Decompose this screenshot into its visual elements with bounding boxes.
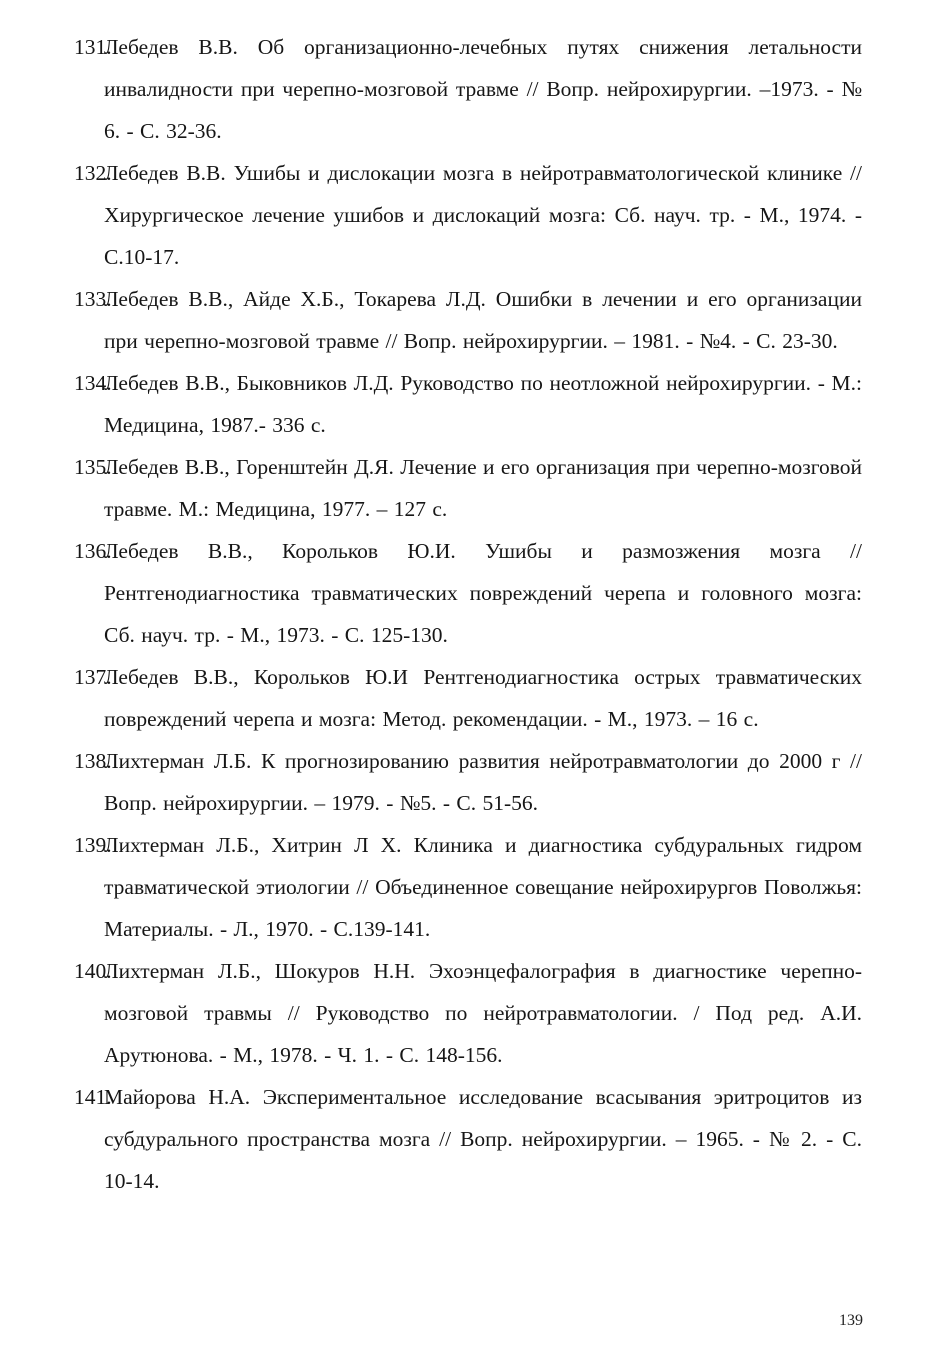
reference-text: Лебедев В.В., Айде Х.Б., Токарева Л.Д. Ошибки в лечении и его организации при черепно-мозговой травме // Вопр. нейрохирургии. – 1981. - №4. - С. 23-30. xyxy=(104,287,862,353)
reference-text: Лебедев В.В., Быковников Л.Д. Руководство по неотложной нейрохирургии. - М.: Медицина, 1987.- 336 с. xyxy=(104,371,862,437)
reference-text: Лихтерман Л.Б. К прогнозированию развития нейротравматологии до 2000 г // Вопр. нейрохирургии. – 1979. - №5. - С. 51-56. xyxy=(104,749,862,815)
reference-item xyxy=(74,950,862,1076)
reference-number: 139. xyxy=(74,833,112,857)
reference-text: Лебедев В.В. Об организационно-лечебных путях снижения летальности инвалидности при черепно-мозговой травме // Вопр. нейрохирургии. –1973. - № 6. - С. 32-36. xyxy=(104,35,862,143)
reference-item xyxy=(74,656,862,740)
reference-number: 134. xyxy=(74,371,112,395)
reference-text: Лебедев В.В., Корольков Ю.И. Ушибы и размозжения мозга // Рентгенодиагностика травматических повреждений черепа и головного мозга: Сб. науч. тр. - М., 1973. - С. 125-130. xyxy=(104,539,862,647)
reference-list xyxy=(74,26,862,1202)
reference-number: 131. xyxy=(74,35,112,59)
reference-item xyxy=(74,446,862,530)
reference-text: Лебедев В.В., Горенштейн Д.Я. Лечение и его организация при черепно-мозговой травме. М.: Медицина, 1977. – 127 с. xyxy=(104,455,862,521)
reference-item xyxy=(74,152,862,278)
reference-number: 140. xyxy=(74,959,112,983)
reference-text: Лебедев В.В., Корольков Ю.И Рентгенодиагностика острых травматических повреждений черепа и мозга: Метод. рекомендации. - М., 1973. – 16 с. xyxy=(104,665,862,731)
reference-item xyxy=(74,1076,862,1202)
reference-number: 141. xyxy=(74,1085,112,1109)
reference-number: 138. xyxy=(74,749,112,773)
reference-number: 136. xyxy=(74,539,112,563)
reference-text: Майорова Н.А. Экспериментальное исследование всасывания эритроцитов из субдурального пространства мозга // Вопр. нейрохирургии. – 1965. - № 2. - С. 10-14. xyxy=(104,1085,862,1193)
reference-number: 135. xyxy=(74,455,112,479)
reference-text: Лебедев В.В. Ушибы и дислокации мозга в нейротравматологической клинике // Хирургическое лечение ушибов и дислокаций мозга: Сб. науч. тр. - М., 1974. - С.10-17. xyxy=(104,161,862,269)
page-number: 139 xyxy=(839,1312,863,1329)
reference-item xyxy=(74,278,862,362)
reference-number: 132. xyxy=(74,161,112,185)
reference-text: Лихтерман Л.Б., Хитрин Л Х. Клиника и диагностика субдуральных гидром травматической этиологии // Объединенное совещание нейрохирургов Поволжья: Материалы. - Л., 1970. - С.139-141. xyxy=(104,833,862,941)
reference-text: Лихтерман Л.Б., Шокуров Н.Н. Эхоэнцефалография в диагностике черепно-мозговой травмы // Руководство по нейротравматологии. / Под ред. А.И. Арутюнова. - М., 1978. - Ч. 1. - С. 148-156. xyxy=(104,959,862,1067)
reference-item xyxy=(74,362,862,446)
reference-number: 133. xyxy=(74,287,112,311)
reference-number: 137. xyxy=(74,665,112,689)
reference-item xyxy=(74,824,862,950)
reference-item xyxy=(74,26,862,152)
reference-item xyxy=(74,740,862,824)
reference-item xyxy=(74,530,862,656)
